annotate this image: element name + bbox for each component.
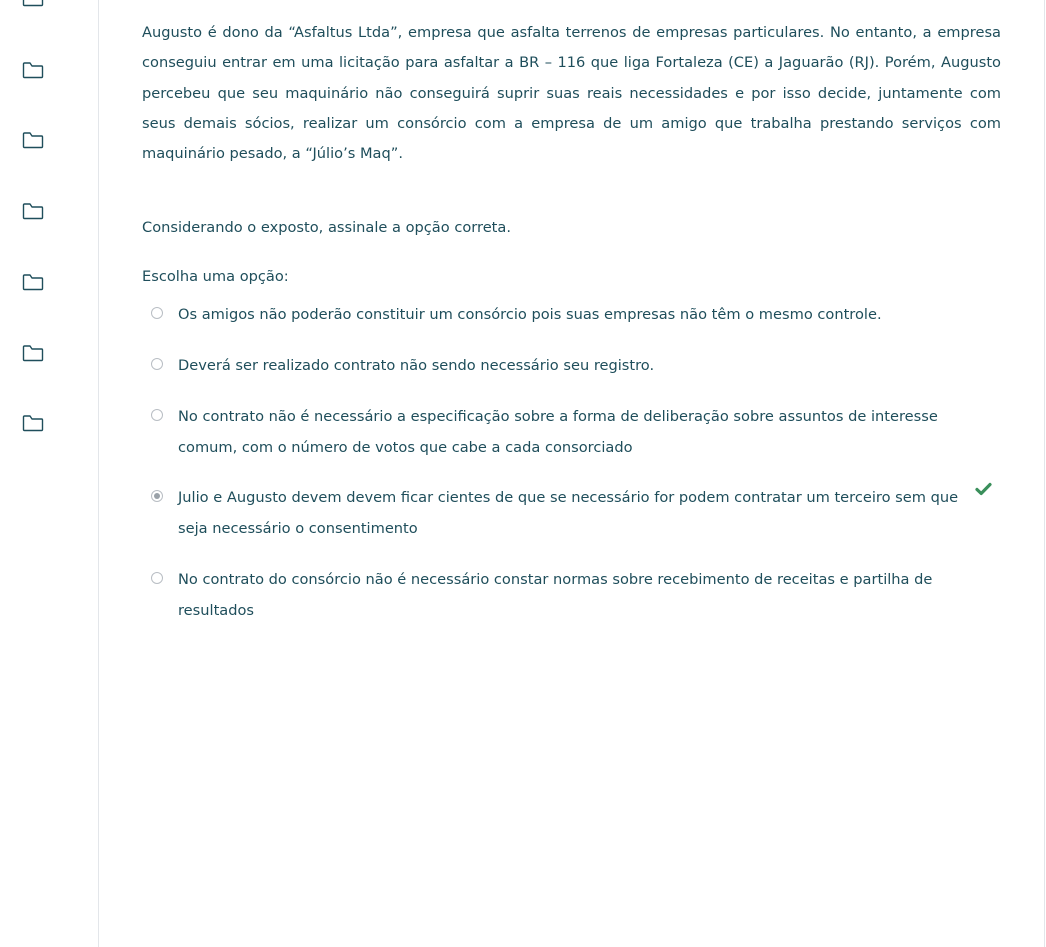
checkmark-icon [975, 481, 992, 495]
option-label[interactable]: Os amigos não poderão constituir um consórcio pois suas empresas não têm o mesmo controle. [178, 306, 882, 323]
option-radio[interactable] [151, 572, 163, 584]
folder-icon[interactable] [22, 202, 44, 220]
sidebar [0, 0, 99, 947]
option-label[interactable]: Julio e Augusto devem devem ficar cientes de que se necessário for podem contratar um terceiro sem que seja necessário o consentimento [178, 489, 959, 537]
option-radio[interactable] [151, 409, 163, 421]
folder-icon[interactable] [22, 344, 44, 362]
option-radio-selected[interactable] [151, 490, 163, 502]
folder-icon[interactable] [22, 414, 44, 432]
folder-icon[interactable] [22, 0, 44, 7]
question-statement: Augusto é dono da “Asfaltus Ltda”, empresa que asfalta terrenos de empresas particulares. No entanto, a empresa conseguiu entrar em uma licitação para asfaltar a BR – 116 que liga Fortaleza (CE) a Jaguarão (RJ). Porém, Augusto percebeu que seu maquinário não conseguirá suprir suas reais necessidades e por isso decide, juntamente com seus demais sócios, realizar um consórcio com a empresa de um amigo que trabalha prestando serviços com maquinário pesado, a “Júlio’s Maq”. [142, 24, 1001, 163]
option-radio[interactable] [151, 307, 163, 319]
question-panel [99, 0, 1045, 947]
option-label[interactable]: No contrato não é necessário a especificação sobre a forma de deliberação sobre assuntos de interesse comum, com o número de votos que cabe a cada consorciado [178, 408, 938, 456]
option-label[interactable]: No contrato do consórcio não é necessário constar normas sobre recebimento de receitas e partilha de resultados [178, 571, 933, 619]
option-radio[interactable] [151, 358, 163, 370]
folder-icon[interactable] [22, 273, 44, 291]
choose-option-label: Escolha uma opção: [142, 268, 289, 285]
question-instruction: Considerando o exposto, assinale a opção correta. [142, 219, 511, 236]
folder-icon[interactable] [22, 131, 44, 149]
folder-icon[interactable] [22, 61, 44, 79]
option-label[interactable]: Deverá ser realizado contrato não sendo necessário seu registro. [178, 357, 655, 374]
